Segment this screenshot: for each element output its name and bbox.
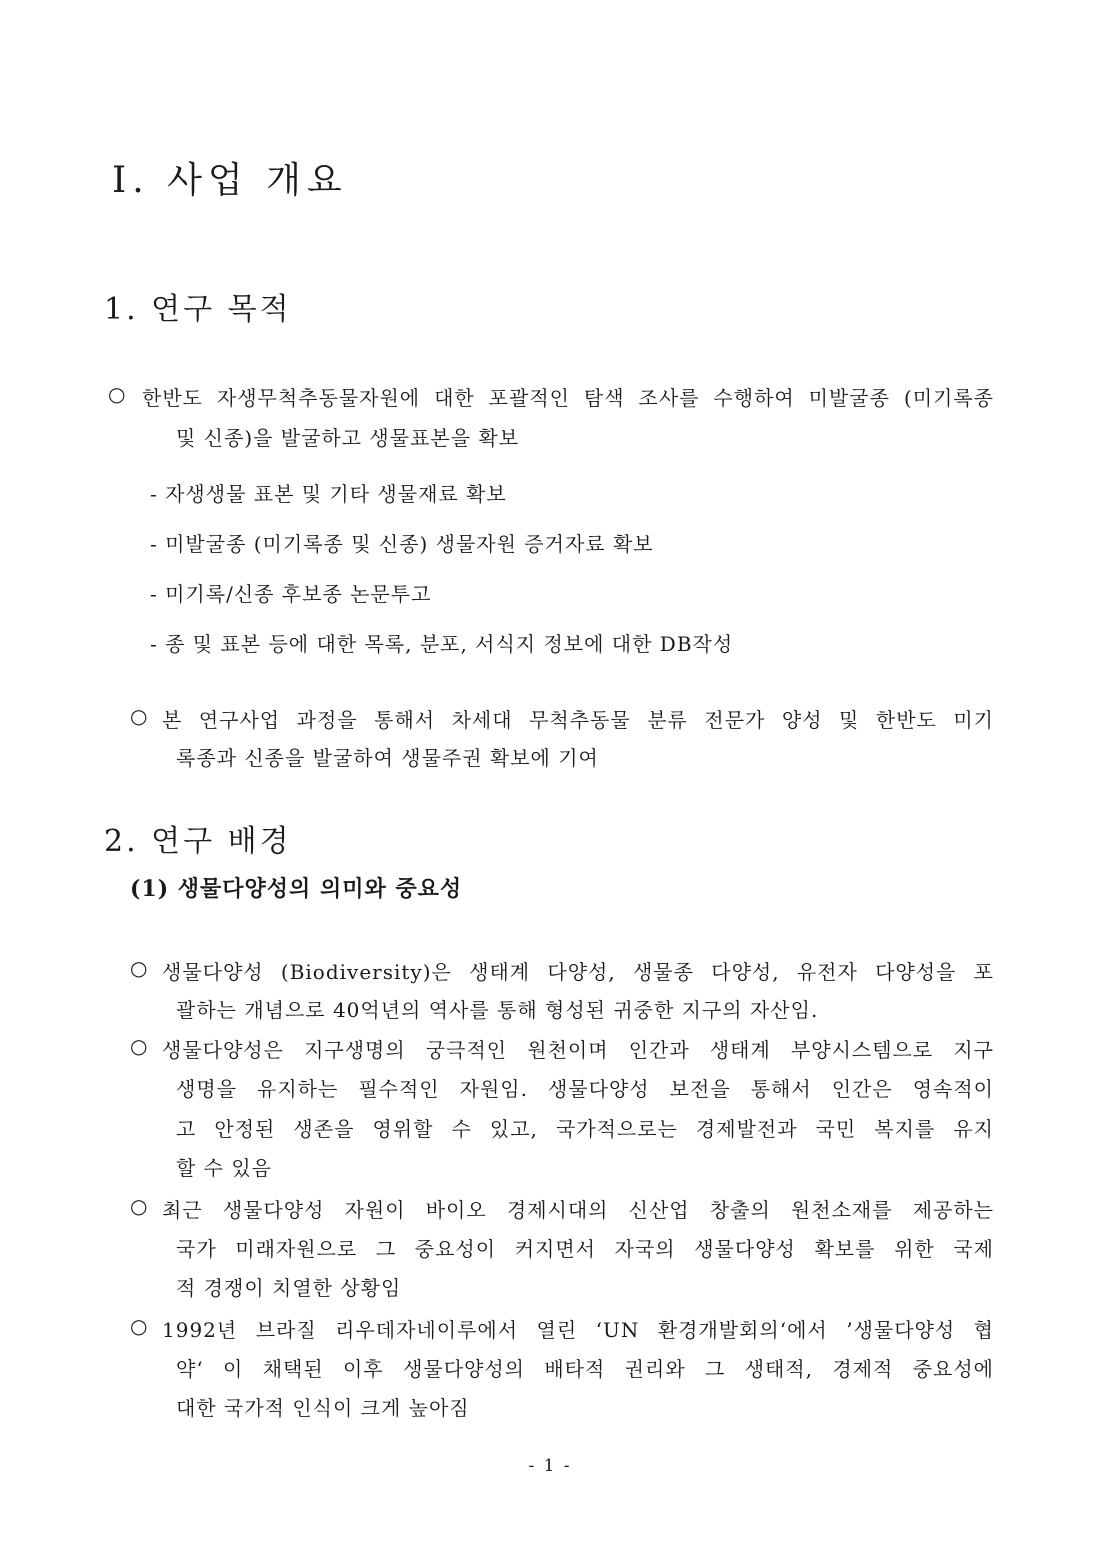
bullet-line: 생명을 유지하는 필수적인 자원임. 생물다양성 보전을 통해서 인간은 영속적이 [176, 1077, 994, 1101]
bullet-marker: ○ [130, 1314, 149, 1338]
bullet-line: 록종과 신종을 발굴하여 생물주권 확보에 기여 [176, 746, 599, 770]
bullet-line: 및 신종)을 발굴하고 생물표본을 확보 [176, 426, 520, 450]
bullet-marker: ○ [130, 1034, 149, 1058]
section-title-research-background: 2. 연구 배경 [104, 824, 292, 859]
bullet-line: 적 경쟁이 치열한 상황임 [176, 1276, 402, 1300]
bullet-line: 국가 미래자원으로 그 중요성이 커지면서 자국의 생물다양성 확보를 위한 국제 [176, 1237, 994, 1261]
bullet-line: 할 수 있음 [176, 1156, 272, 1180]
bullet-line: 한반도 자생무척추동물자원에 대한 포괄적인 탐색 조사를 수행하여 미발굴종 (미기록종 [142, 386, 994, 410]
subsection-title: (1) 생물다양성의 의미와 중요성 [130, 876, 463, 902]
bullet-line: 생물다양성 (Biodiversity)은 생태계 다양성, 생물종 다양성, 유전자 다양성을 포 [162, 960, 994, 984]
bullet-marker: ○ [130, 704, 149, 728]
page-number: - 1 - [528, 1456, 572, 1476]
bullet-line: 1992년 브라질 리우데자네이루에서 열린 ‘UN 환경개발회의‘에서 ’생물다양성 협 [162, 1318, 994, 1342]
bullet-line: 본 연구사업 과정을 통해서 차세대 무척추동물 분류 전문가 양성 및 한반도 미기 [162, 708, 994, 732]
bullet-line: 괄하는 개념으로 40억년의 역사를 통해 형성된 귀중한 지구의 자산임. [176, 998, 819, 1022]
bullet-line: 최근 생물다양성 자원이 바이오 경제시대의 신산업 창출의 원천소재를 제공하는 [162, 1198, 994, 1222]
bullet-marker: ○ [108, 382, 127, 406]
dash-item: - 자생생물 표본 및 기타 생물재료 확보 [150, 482, 507, 506]
dash-item: - 미발굴종 (미기록종 및 신종) 생물자원 증거자료 확보 [150, 532, 654, 556]
chapter-title: Ⅰ. 사업 개요 [112, 160, 348, 201]
bullet-line: 생물다양성은 지구생명의 궁극적인 원천이며 인간과 생태계 부양시스템으로 지구 [162, 1038, 994, 1062]
bullet-line: 대한 국가적 인식이 크게 높아짐 [176, 1396, 470, 1420]
section-title-research-purpose: 1. 연구 목적 [104, 292, 292, 327]
dash-item: - 종 및 표본 등에 대한 목록, 분포, 서식지 정보에 대한 DB작성 [150, 632, 734, 656]
bullet-line: 약‘ 이 채택된 이후 생물다양성의 배타적 권리와 그 생태적, 경제적 중요성에 [176, 1357, 994, 1381]
bullet-marker: ○ [130, 956, 149, 980]
bullet-line: 고 안정된 생존을 영위할 수 있고, 국가적으로는 경제발전과 국민 복지를 유지 [176, 1117, 994, 1141]
dash-item: - 미기록/신종 후보종 논문투고 [150, 582, 432, 606]
bullet-marker: ○ [130, 1194, 149, 1218]
